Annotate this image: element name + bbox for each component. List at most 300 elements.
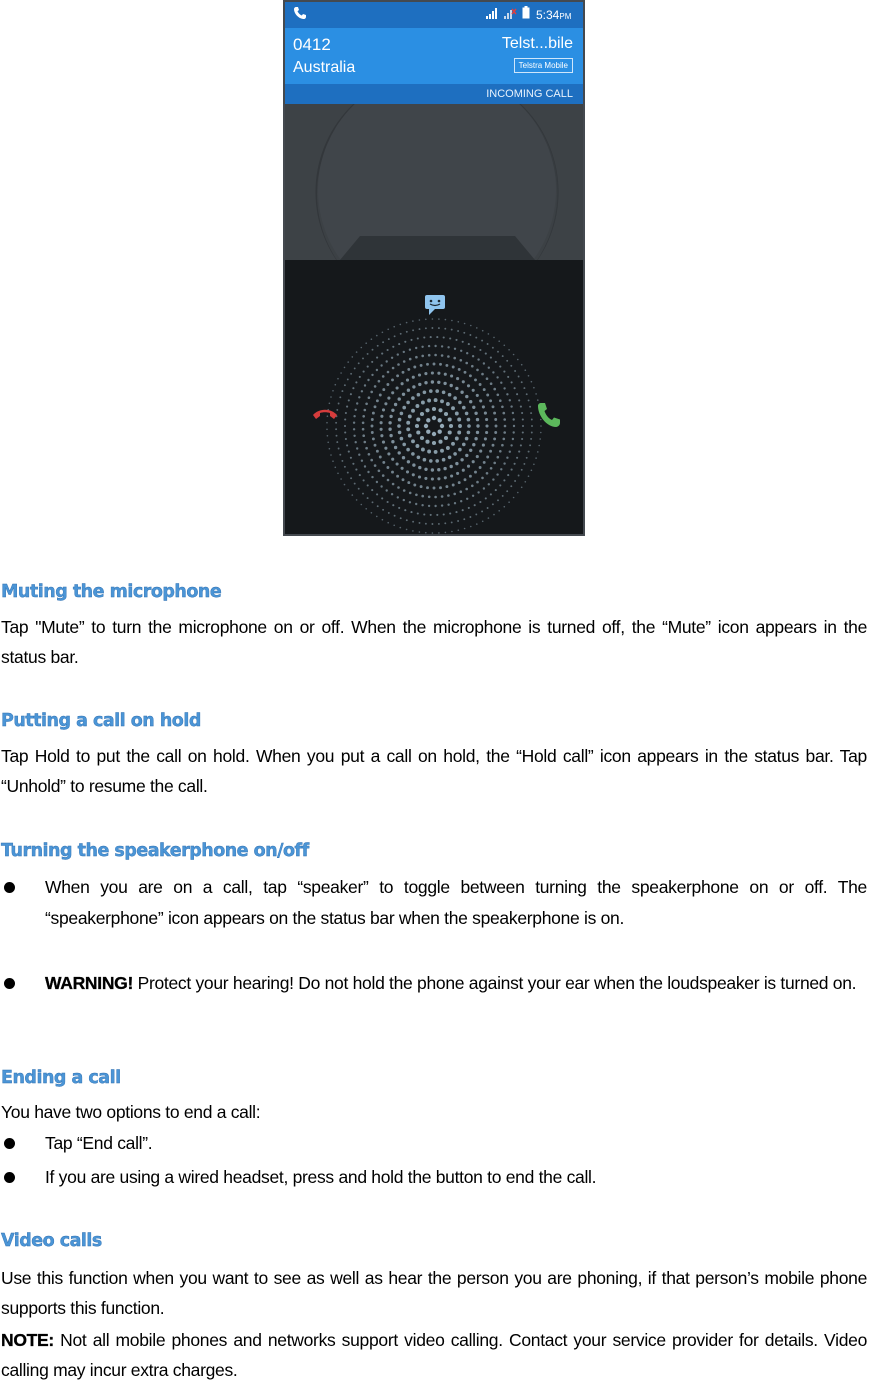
ring-dot xyxy=(444,373,447,376)
ring-dot xyxy=(402,443,406,447)
ring-dot xyxy=(348,399,350,401)
ring-dot xyxy=(397,496,399,498)
ring-dot xyxy=(482,405,485,408)
ring-dot xyxy=(371,418,374,421)
ring-dot xyxy=(344,466,346,468)
ring-dot xyxy=(439,363,442,366)
ring-dot xyxy=(531,432,533,434)
ring-dot xyxy=(421,448,425,452)
ring-dot xyxy=(450,465,453,468)
ring-dot xyxy=(503,431,506,434)
ring-dot xyxy=(359,376,361,378)
caller-photo-placeholder xyxy=(285,104,583,260)
ring-dot xyxy=(400,333,402,335)
ring-dot xyxy=(362,434,365,437)
ring-dot xyxy=(526,457,528,459)
ring-dot xyxy=(426,430,430,434)
ring-dot xyxy=(446,402,450,406)
ring-dot xyxy=(476,418,479,421)
ring-dot xyxy=(368,396,371,399)
ring-dot xyxy=(350,373,352,375)
ring-dot xyxy=(327,441,329,443)
ring-dot xyxy=(381,353,383,355)
caller-number: 0412 xyxy=(293,35,331,54)
para-video-note: NOTE: Not all mobile phones and networks support video calling. Contact your service provider for details. Video calling may incur extra charges. xyxy=(1,1330,867,1380)
ring-dot xyxy=(382,509,384,511)
ring-dot xyxy=(457,431,461,435)
ring-dot xyxy=(380,415,383,418)
ring-dot xyxy=(497,499,499,501)
ring-dot xyxy=(444,476,447,479)
ring-dot xyxy=(533,463,535,465)
ring-dot xyxy=(382,441,385,444)
ring-dot xyxy=(411,396,415,400)
ring-dot xyxy=(436,514,438,516)
ring-dot xyxy=(391,409,394,412)
ring-dot xyxy=(455,339,457,341)
ring-dot xyxy=(469,334,471,336)
phone-icon xyxy=(293,6,307,20)
ring-dot xyxy=(479,349,481,351)
ring-dot xyxy=(389,434,392,437)
ring-dot xyxy=(476,369,479,372)
ring-dot xyxy=(398,431,402,435)
ring-dot xyxy=(428,345,430,347)
ring-dot xyxy=(419,531,421,533)
ring-dot xyxy=(376,481,378,483)
ring-dot xyxy=(365,342,367,344)
list-item-text: When you are on a call, tap “speaker” to toggle between turning the speakerphone on or off. The “speakerphone” icon appears on the status bar when the speakerphone is on. xyxy=(45,877,867,928)
ring-dot xyxy=(467,431,471,435)
incoming-call-label: INCOMING CALL xyxy=(285,84,583,104)
ring-dot xyxy=(406,379,409,382)
ring-dot xyxy=(403,499,405,501)
ring-dot xyxy=(429,459,433,463)
ring-dot xyxy=(374,464,377,467)
ring-dot xyxy=(376,357,378,359)
ring-dot xyxy=(420,412,424,416)
ring-dot xyxy=(483,362,485,364)
ring-dot xyxy=(448,417,452,421)
ring-dot xyxy=(464,323,466,325)
ring-dot xyxy=(358,362,360,364)
ring-dot xyxy=(371,374,373,376)
ring-dot xyxy=(514,370,516,372)
ring-dot xyxy=(362,421,365,424)
ring-dot xyxy=(457,529,459,531)
ring-dot xyxy=(440,399,444,403)
ring-dot xyxy=(524,481,526,483)
ring-dot xyxy=(347,472,349,474)
ring-dot xyxy=(438,327,440,329)
ring-dot xyxy=(516,393,518,395)
ring-dot xyxy=(485,353,487,355)
ring-dot xyxy=(386,383,389,386)
ring-dot xyxy=(517,492,519,494)
ring-dot xyxy=(443,382,446,385)
ring-dot xyxy=(477,358,479,360)
ring-dot xyxy=(492,347,494,349)
ring-dot xyxy=(389,415,392,418)
ring-dot xyxy=(432,416,436,420)
ring-dot xyxy=(493,462,496,465)
bullet-icon xyxy=(4,978,15,989)
ring-dot xyxy=(430,336,432,338)
para-video: Use this function when you want to see as well as hear the person you are phoning, if that person’s mobile phone supports this function. xyxy=(1,1268,867,1318)
ring-dot xyxy=(466,498,468,500)
answer-icon[interactable] xyxy=(537,401,561,429)
ring-dot xyxy=(451,329,453,331)
ring-dot xyxy=(472,406,475,409)
para-muting: Tap "Mute” to turn the microphone on or off. When the microphone is turned off, the “Mute” icon appears in the status bar. xyxy=(1,617,867,667)
ring-dot xyxy=(449,337,451,339)
ring-dot xyxy=(341,460,343,462)
ring-dot xyxy=(371,512,373,514)
ring-dot xyxy=(464,371,467,374)
ring-dot xyxy=(387,479,390,482)
ring-dot xyxy=(371,338,373,340)
ring-dot xyxy=(412,385,415,388)
ring-dot xyxy=(423,458,427,462)
ring-dot xyxy=(374,405,377,408)
list-item-text: Tap “End call”. xyxy=(45,1133,153,1153)
ring-dot xyxy=(476,523,478,525)
ring-dot xyxy=(426,418,430,422)
ring-dot xyxy=(355,409,357,411)
ring-dot xyxy=(374,444,377,447)
ring-dot xyxy=(393,524,395,526)
ring-dot xyxy=(424,381,427,384)
ring-dot xyxy=(436,336,438,338)
caller-location: Australia xyxy=(293,59,356,76)
ring-dot xyxy=(347,361,349,363)
ring-dot xyxy=(460,458,463,461)
ring-dot xyxy=(458,448,462,452)
ring-dot xyxy=(490,357,492,359)
ring-dot xyxy=(512,412,514,414)
ring-dot xyxy=(407,481,410,484)
ring-dot xyxy=(384,447,387,450)
ring-dot xyxy=(522,418,524,420)
ring-dot xyxy=(409,358,412,361)
heading-ending: Ending a call xyxy=(1,1068,121,1088)
ring-dot xyxy=(477,491,479,493)
ring-dot xyxy=(424,424,428,428)
ring-dot xyxy=(457,418,461,422)
ring-dot xyxy=(510,365,512,367)
ring-dot xyxy=(397,363,400,366)
ring-dot xyxy=(470,526,472,528)
ring-dot xyxy=(426,486,429,489)
ring-dot xyxy=(380,434,383,437)
ring-dot xyxy=(367,497,369,499)
ring-dot xyxy=(402,406,406,410)
ring-dot xyxy=(370,459,373,462)
ring-dot xyxy=(419,319,421,321)
ring-dot xyxy=(521,469,523,471)
ring-dot xyxy=(445,485,448,488)
ring-dot xyxy=(496,473,498,475)
ring-dot xyxy=(481,340,483,342)
ring-dot xyxy=(355,469,357,471)
ring-dot xyxy=(350,457,352,459)
ring-dot xyxy=(431,380,434,383)
ring-dot xyxy=(454,348,456,350)
ring-dot xyxy=(374,385,377,388)
ring-dot xyxy=(336,441,338,443)
ring-dot xyxy=(398,451,401,454)
ring-dot xyxy=(345,412,347,414)
ring-dot xyxy=(517,359,519,361)
ring-dot xyxy=(437,468,440,471)
ring-dot xyxy=(510,444,512,446)
ring-dot xyxy=(449,424,453,428)
ring-dot xyxy=(384,402,387,405)
ring-dot xyxy=(449,512,451,514)
ring-dot xyxy=(458,424,462,428)
caller-info-bar xyxy=(285,28,583,84)
ring-dot xyxy=(476,431,479,434)
ring-dot xyxy=(439,486,442,489)
ring-dot xyxy=(377,345,379,347)
ring-dot xyxy=(506,393,508,395)
ring-dot xyxy=(413,366,416,369)
ring-dot xyxy=(490,382,493,385)
ring-dot xyxy=(402,456,405,459)
ring-dot xyxy=(503,418,506,421)
ring-dot xyxy=(465,412,469,416)
ring-dot xyxy=(398,343,400,345)
ring-dot xyxy=(424,372,427,375)
ring-dot xyxy=(396,475,399,478)
ring-dot xyxy=(344,367,346,369)
ring-dot xyxy=(437,372,440,375)
ring-dot xyxy=(522,425,524,427)
ring-dot xyxy=(438,408,442,412)
ring-dot xyxy=(537,451,539,453)
ring-dot xyxy=(435,459,439,463)
ring-dot xyxy=(406,470,409,473)
ring-dot xyxy=(445,532,447,534)
ring-dot xyxy=(434,398,438,402)
contact-avatar-icon xyxy=(285,104,583,260)
ring-dot xyxy=(442,390,446,394)
ring-dot xyxy=(476,455,479,458)
ring-dot xyxy=(348,451,350,453)
ring-dot xyxy=(415,404,419,408)
ring-dot xyxy=(501,444,504,447)
ring-dot xyxy=(523,463,525,465)
ring-dot xyxy=(423,513,425,515)
ring-dot xyxy=(412,473,415,476)
incoming-call-screenshot xyxy=(283,0,585,536)
ring-dot xyxy=(483,487,485,489)
ring-dot xyxy=(371,476,373,478)
ring-dot xyxy=(474,378,477,381)
ring-dot xyxy=(444,436,448,440)
ring-dot xyxy=(469,475,472,478)
carrier-name: Telst...bile xyxy=(501,35,573,52)
ring-dot xyxy=(427,399,431,403)
ring-dot xyxy=(479,399,482,402)
ring-dot xyxy=(514,463,516,465)
decline-icon[interactable] xyxy=(311,406,339,424)
ring-dot xyxy=(340,478,342,480)
ring-dot xyxy=(428,354,431,357)
ring-dot xyxy=(467,384,470,387)
ring-dot xyxy=(391,458,394,461)
heading-video: Video calls xyxy=(1,1231,102,1251)
ring-dot xyxy=(344,418,346,420)
ring-dot xyxy=(382,519,384,521)
battery-icon xyxy=(522,6,530,19)
ring-dot xyxy=(518,399,520,401)
ring-dot xyxy=(488,517,490,519)
ring-dot xyxy=(367,471,369,473)
ring-dot xyxy=(521,438,523,440)
ring-dot xyxy=(412,329,414,331)
ring-dot xyxy=(351,356,353,358)
ring-dot xyxy=(471,365,474,368)
message-icon[interactable] xyxy=(424,294,446,316)
ring-dot xyxy=(467,424,471,428)
ring-dot xyxy=(488,367,490,369)
ring-dot xyxy=(403,351,405,353)
ring-dot xyxy=(380,485,382,487)
ring-dot xyxy=(453,452,457,456)
ring-dot xyxy=(367,379,369,381)
ring-dot xyxy=(474,471,477,474)
ring-dot xyxy=(392,367,395,370)
ring-dot xyxy=(489,399,492,402)
heading-speakerphone: Turning the speakerphone on/off xyxy=(1,841,309,861)
ring-dot xyxy=(391,391,394,394)
ring-dot xyxy=(458,401,462,405)
ring-dot xyxy=(418,373,421,376)
ring-dot xyxy=(485,418,488,421)
ring-dot xyxy=(356,499,358,501)
ring-dot xyxy=(486,377,489,380)
ring-dot xyxy=(533,387,535,389)
ring-dot xyxy=(365,508,367,510)
ring-dot xyxy=(438,430,442,434)
ring-dot xyxy=(481,373,484,376)
ring-dot xyxy=(403,360,406,363)
ring-dot xyxy=(488,483,490,485)
ring-dot xyxy=(528,475,530,477)
ring-dot xyxy=(353,415,355,417)
ring-dot xyxy=(387,501,389,503)
ring-dot xyxy=(506,457,508,459)
heading-muting: Muting the microphone xyxy=(1,582,222,602)
ring-dot xyxy=(358,454,360,456)
ring-dot xyxy=(493,337,495,339)
ring-dot xyxy=(337,472,339,474)
list-item-text: WARNING! Protect your hearing! Do not hold the phone against your ear when the loudspeaker is turned on. xyxy=(45,973,857,993)
ring-dot xyxy=(450,384,453,387)
ring-dot xyxy=(462,406,466,410)
ring-dot xyxy=(486,472,489,475)
ring-dot xyxy=(360,504,362,506)
ring-dot xyxy=(341,390,343,392)
ring-dot xyxy=(470,325,472,327)
ring-dot xyxy=(426,363,429,366)
ring-dot xyxy=(434,505,436,507)
ring-dot xyxy=(448,393,452,397)
ring-dot xyxy=(476,481,479,484)
ring-dot xyxy=(368,453,371,456)
ring-dot xyxy=(378,469,381,472)
ring-dot xyxy=(531,419,533,421)
ring-dot xyxy=(417,455,421,459)
ring-dot xyxy=(438,440,442,444)
ring-dot xyxy=(410,511,412,513)
ring-dot xyxy=(424,468,427,471)
ring-dot xyxy=(493,514,495,516)
ring-dot xyxy=(472,355,474,357)
ring-dot xyxy=(518,475,520,477)
signal-icon xyxy=(485,7,499,19)
ring-dot xyxy=(382,375,385,378)
ring-dot xyxy=(421,355,424,358)
ring-dot xyxy=(435,389,439,393)
ring-dot xyxy=(492,444,495,447)
ring-dot xyxy=(451,406,455,410)
bullet-icon xyxy=(4,1138,15,1149)
ring-dot xyxy=(329,448,331,450)
ring-dot xyxy=(336,435,338,437)
ring-dot xyxy=(531,425,533,427)
ring-dot xyxy=(404,341,406,343)
ring-dot xyxy=(431,327,433,329)
ring-dot xyxy=(528,375,530,377)
ring-dot xyxy=(500,468,502,470)
ring-dot xyxy=(398,418,402,422)
ring-dot xyxy=(458,368,461,371)
ring-dot xyxy=(392,346,394,348)
ring-dot xyxy=(467,465,470,468)
ring-dot xyxy=(471,484,474,487)
ring-dot xyxy=(443,467,446,470)
ring-dot xyxy=(513,497,515,499)
ring-dot xyxy=(450,474,453,477)
ring-dot xyxy=(504,425,507,428)
ring-dot xyxy=(503,462,505,464)
ring-dot xyxy=(416,417,420,421)
ring-dot xyxy=(494,431,497,434)
para-hold: Tap Hold to put the call on hold. When you put a call on hold, the “Hold call” icon appears in the status bar. Tap “Unhold” to resume the call. xyxy=(1,746,867,796)
ring-dot xyxy=(339,396,341,398)
ring-dot xyxy=(394,335,396,337)
para-ending-intro: You have two options to end a call: xyxy=(1,1102,261,1122)
ring-dot xyxy=(371,431,374,434)
ring-dot xyxy=(406,427,410,431)
ring-dot xyxy=(338,448,340,450)
ring-dot xyxy=(401,382,404,385)
ring-dot xyxy=(472,443,475,446)
ring-dot xyxy=(489,450,492,453)
ring-dot xyxy=(356,351,358,353)
ring-dot xyxy=(419,522,421,524)
ring-dot xyxy=(388,428,391,431)
ring-dot xyxy=(412,463,415,466)
ring-dot xyxy=(411,409,415,413)
ring-dot xyxy=(407,368,410,371)
ring-dot xyxy=(453,357,456,360)
ring-dot xyxy=(474,346,476,348)
ring-dot xyxy=(503,387,505,389)
ring-dot xyxy=(418,383,421,386)
